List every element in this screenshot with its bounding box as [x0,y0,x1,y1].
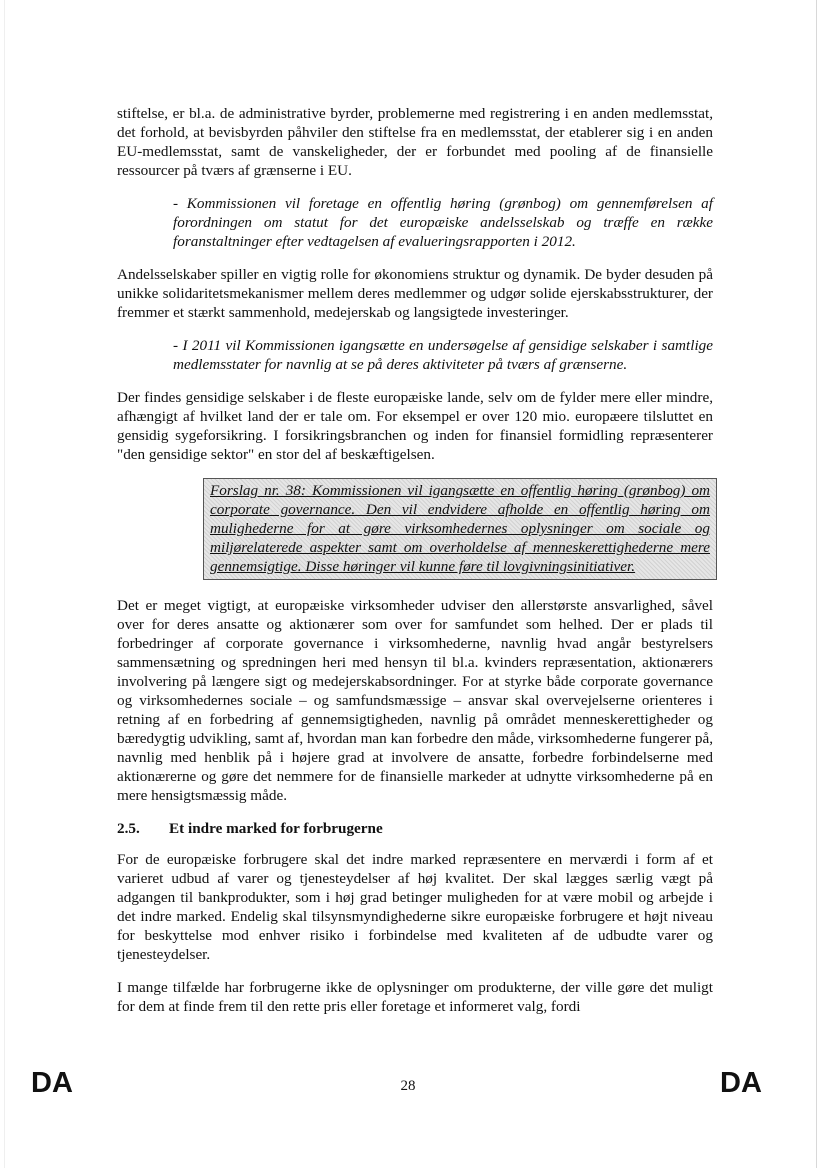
scan-edge-right [816,0,817,1168]
paragraph: stiftelse, er bl.a. de administrative byrder, problemerne med registrering i en anden medlemsstat, det forhold, at bevisbyrden påhviler den stiftelse fra en medlemsstat, der etablerer sig i en anden EU-medlemsstat, samt de vanskeligheder, der er forbundet med pooling af de finansielle ressourcer på tværs af grænserne i EU. [117,105,713,179]
commission-action-quote: - I 2011 vil Kommissionen igangsætte en undersøgelse af gensidige selskaber i samtlige medlemsstater for navnlig at se på deres aktiviteter på tværs af grænserne. [173,337,713,373]
paragraph: Andelsselskaber spiller en vigtig rolle for økonomiens struktur og dynamik. De byder desuden på unikke solidaritetsmekanismer mellem deres medlemmer og udgør solide ejerskabsstrukturer, der fremmer et stærkt sammenhold, medejerskab og langsigtede investeringer. [117,266,713,321]
language-code-right: DA [720,1067,762,1099]
paragraph: Det er meget vigtigt, at europæiske virksomheder udviser den allerstørste ansvarlighed, såvel over for deres ansatte og aktionærer som over for samfundet som helhed. Der er plads til forbedringer af corporate governance i virksomhederne, navnlig hvad angår bestyrelsers sammensætning og spredningen heri med hensyn til bl.a. kvinders repræsentation, aktionærers involvering på længere sigt og medejerskabsordninger. For at styrke både corporate governance og virksomhedernes sociale – og samfundsmæssige – ansvar skal overvejelserne orienteres i retning af en forbedring af gennemsigtigheden, navnlig på området menneskerettigheder og bæredygtig udvikling, samt af, hvordan man kan forbedre den måde, virksomhederne fungerer på, navnlig med henblik på i højere grad at involvere de ansatte, forbedre forbindelserne med aktionærerne og gøre det nemmere for de finansielle markeder at udnytte virksomhederne på en mere hensigtsmæssig måde. [117,597,713,804]
paragraph: For de europæiske forbrugere skal det indre marked repræsentere en merværdi i form af et varieret udbud af varer og tjenesteydelser af høj kvalitet. Der skal lægges særlig vægt på adgangen til bankprodukter, som i høj grad betinger muligheden for at være mobil og arbejde i det indre marked. Endelig skal tilsynsmyndighederne sikre europæiske forbrugere et højt niveau for beskyttelse mod enhver risiko i forbindelse med kvaliteten af de udbudte varer og tjenesteydelser. [117,851,713,963]
paragraph: I mange tilfælde har forbrugerne ikke de oplysninger om produkterne, der ville gøre det muligt for dem at finde frem til den rette pris eller foretage et informeret valg, fordi [117,979,713,1015]
paragraph: Der findes gensidige selskaber i de fleste europæiske lande, selv om de fylder mere eller mindre, afhængigt af hvilket land der er tale om. For eksempel er over 120 mio. europæere tilsluttet en gensidig sygeforsikring. I forsikringsbranchen og inden for finansiel formidling repræsenterer "den gensidige sektor" en stor del af beskæftigelsen. [117,389,713,463]
scan-edge-left [4,0,5,1168]
language-code-left: DA [31,1067,73,1099]
section-title: Et indre marked for forbrugerne [169,820,383,837]
proposal-box [203,478,717,580]
section-number: 2.5. [117,820,140,837]
body-content [117,104,713,1016]
proposal-text: Kommissionen vil igangsætte en offentlig høring (grønbog) om corporate governance. Den vil endvidere afholde en offentlig høring om mulighederne for at gøre virksomhedernes oplysninger om sociale og miljørelaterede aspekter samt om overholdelse af menneskerettighederne mere gennemsigtige. Disse høringer vil kunne føre til lovgivningsinitiativer. [210,482,711,575]
section-heading [117,819,713,838]
commission-action-quote: - Kommissionen vil foretage en offentlig høring (grønbog) om gennemførelsen af forordningen om statut for det europæiske andelsselskab og træffe en række foranstaltninger efter vedtagelsen af evalueringsrapporten i 2012. [173,195,713,250]
proposal-reference: Forslag nr. 38: [210,482,306,499]
page-number: 28 [400,1078,416,1094]
